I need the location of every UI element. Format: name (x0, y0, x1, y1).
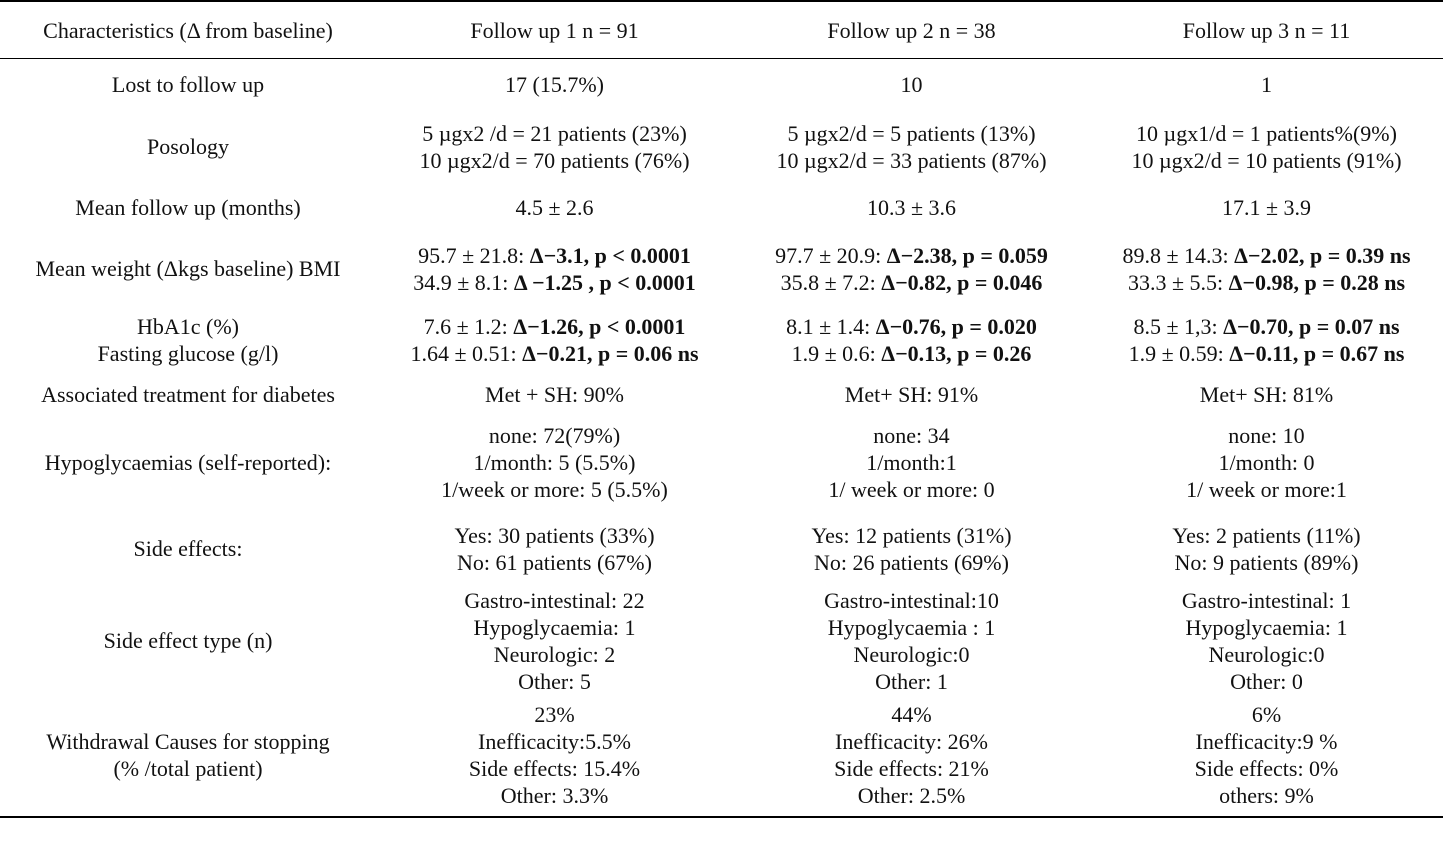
cell-follow-up-1 (376, 587, 733, 695)
row-label-line: Withdrawal Causes for stopping (46, 729, 330, 754)
row-label (0, 183, 376, 233)
header-characteristics: Characteristics (Δ from baseline) (0, 1, 376, 59)
cell-line (376, 587, 733, 614)
cell-line (1090, 755, 1443, 782)
cell-line (733, 587, 1090, 614)
cell-value: No: 9 patients (89%) (1174, 549, 1359, 575)
cell-stat: Δ−0.82, p = 0.046 (881, 269, 1043, 295)
row-label (0, 375, 376, 415)
cell-follow-up-1 (376, 111, 733, 183)
cell-follow-up-2 (733, 415, 1090, 511)
cell-stat: Δ−0.11, p = 0.67 ns (1229, 340, 1405, 366)
cell-line (1090, 522, 1443, 549)
cell-value: 23% (534, 702, 575, 727)
cell-stat: Δ−0.76, p = 0.020 (875, 313, 1037, 339)
cell-value: Inefficacity: 26% (835, 729, 988, 754)
row-label-line: Side effect type (n) (103, 628, 273, 653)
cell-follow-up-1 (376, 511, 733, 587)
cell-value: Side effects: 21% (834, 756, 989, 781)
header-follow-up-2: Follow up 2 n = 38 (733, 1, 1090, 59)
cell-value: 10 µgx2/d = 70 patients (76%) (419, 147, 690, 173)
cell-line (1090, 587, 1443, 614)
row-label-line: Fasting glucose (g/l) (97, 340, 279, 366)
cell-line (1090, 381, 1443, 408)
cell-line (376, 476, 733, 503)
cell-value: 44% (891, 702, 932, 727)
cell-line (733, 522, 1090, 549)
cell-value: 1.64 ± 0.51: (410, 340, 523, 366)
cell-value: 7.6 ± 1.2: (423, 313, 514, 339)
cell-value: 1.9 ± 0.6: (791, 340, 882, 366)
cell-line (733, 728, 1090, 755)
cell-value: 5 µgx2 /d = 21 patients (23%) (422, 120, 687, 146)
cell-line (376, 449, 733, 476)
cell-line (376, 614, 733, 641)
cell-stat: Δ−1.26, p < 0.0001 (513, 313, 686, 339)
cell-follow-up-3 (1090, 183, 1443, 233)
cell-follow-up-2 (733, 695, 1090, 817)
cell-line (733, 782, 1090, 809)
cell-follow-up-1 (376, 183, 733, 233)
cell-value: 17 (15.7%) (505, 72, 604, 98)
cell-value: Other: 2.5% (857, 783, 966, 808)
cell-value: none: 72(79%) (488, 423, 621, 448)
cell-follow-up-2 (733, 587, 1090, 695)
cell-value: 1.9 ± 0.59: (1128, 340, 1230, 366)
row-label-line: Lost to follow up (111, 72, 265, 98)
cell-line (1090, 614, 1443, 641)
cell-follow-up-1 (376, 305, 733, 375)
cell-value: 1/month: 5 (5.5%) (473, 450, 636, 475)
cell-line (376, 71, 733, 98)
row-label-line: (% /total patient) (113, 756, 263, 781)
cell-line (376, 340, 733, 367)
cell-line (733, 120, 1090, 147)
cell-value: 1/month:1 (866, 450, 957, 475)
table-row-withdrawal-causes (0, 695, 1443, 817)
header-follow-up-1: Follow up 1 n = 91 (376, 1, 733, 59)
cell-line (733, 269, 1090, 296)
cell-line (1090, 641, 1443, 668)
row-label (0, 233, 376, 305)
cell-value: 1/month: 0 (1218, 450, 1315, 475)
cell-follow-up-2 (733, 183, 1090, 233)
row-label-line: Mean follow up (months) (75, 195, 301, 220)
cell-value: Other: 0 (1230, 668, 1303, 694)
cell-follow-up-1 (376, 415, 733, 511)
row-label-line: Hypoglycaemias (self-reported): (44, 450, 332, 475)
cell-stat: Δ−2.02, p = 0.39 ns (1234, 242, 1411, 268)
cell-line (1090, 728, 1443, 755)
cell-follow-up-2 (733, 375, 1090, 415)
cell-line (733, 242, 1090, 269)
cell-follow-up-3 (1090, 375, 1443, 415)
cell-line (733, 641, 1090, 668)
cell-follow-up-2 (733, 305, 1090, 375)
cell-value: Neurologic:0 (1208, 641, 1325, 667)
cell-stat: Δ−0.98, p = 0.28 ns (1228, 269, 1406, 295)
cell-value: none: 10 (1228, 423, 1305, 448)
row-label-line: Associated treatment for diabetes (41, 382, 335, 407)
table-row-mean-weight-bmi (0, 233, 1443, 305)
cell-follow-up-1 (376, 375, 733, 415)
row-label (0, 511, 376, 587)
cell-line (1090, 120, 1443, 147)
cell-line (376, 194, 733, 221)
cell-value: Hypoglycaemia : 1 (827, 614, 996, 640)
cell-value: Side effects: 0% (1194, 756, 1339, 781)
cell-line (376, 549, 733, 576)
cell-line (376, 701, 733, 728)
cell-stat: Δ−0.70, p = 0.07 ns (1223, 313, 1400, 339)
cell-line (1090, 449, 1443, 476)
table-row-lost-to-follow-up (0, 59, 1443, 111)
table-row-side-effect-type (0, 587, 1443, 695)
cell-follow-up-3 (1090, 511, 1443, 587)
table-row-side-effects (0, 511, 1443, 587)
cell-stat: Δ−2.38, p = 0.059 (886, 242, 1048, 268)
cell-line (733, 71, 1090, 98)
cell-line (376, 313, 733, 340)
cell-value: 34.9 ± 8.1: (413, 269, 514, 295)
row-label (0, 695, 376, 817)
cell-value: Other: 1 (875, 668, 948, 694)
cell-value: none: 34 (873, 423, 950, 448)
cell-value: No: 61 patients (67%) (457, 549, 652, 575)
cell-line (376, 422, 733, 449)
cell-follow-up-3 (1090, 305, 1443, 375)
cell-value: 1/ week or more: 0 (828, 477, 995, 502)
cell-value: Met + SH: 90% (485, 382, 624, 407)
cell-value: 6% (1251, 702, 1282, 727)
cell-follow-up-1 (376, 233, 733, 305)
table-row-hypoglycaemias (0, 415, 1443, 511)
cell-line (376, 381, 733, 408)
cell-value: 33.3 ± 5.5: (1127, 269, 1229, 295)
cell-line (1090, 269, 1443, 296)
cell-line (733, 614, 1090, 641)
cell-value: Other: 5 (518, 668, 591, 694)
cell-value: Met+ SH: 91% (844, 382, 979, 407)
cell-value: 97.7 ± 20.9: (775, 242, 887, 268)
cell-value: Inefficacity:5.5% (478, 729, 631, 754)
cell-value: others: 9% (1219, 783, 1314, 808)
cell-value: 10 (900, 72, 923, 98)
cell-value: Gastro-intestinal: 22 (464, 587, 645, 613)
cell-value: 1 (1261, 72, 1272, 98)
cell-line (376, 269, 733, 296)
cell-value: 17.1 ± 3.9 (1221, 195, 1312, 220)
cell-value: Gastro-intestinal:10 (824, 587, 999, 613)
cell-follow-up-3 (1090, 111, 1443, 183)
cell-line (733, 449, 1090, 476)
row-label (0, 59, 376, 111)
cell-stat: Δ −1.25 , p < 0.0001 (513, 269, 696, 295)
cell-follow-up-3 (1090, 415, 1443, 511)
cell-value: 10 µgx1/d = 1 patients%(9%) (1136, 120, 1397, 146)
cell-line (376, 641, 733, 668)
cell-line (733, 194, 1090, 221)
cell-stat: Δ−0.13, p = 0.26 (881, 340, 1032, 366)
cell-value: Yes: 12 patients (31%) (811, 522, 1012, 548)
header-follow-up-3: Follow up 3 n = 11 (1090, 1, 1443, 59)
cell-value: Gastro-intestinal: 1 (1181, 587, 1352, 613)
cell-line (376, 668, 733, 695)
cell-value: 35.8 ± 7.2: (780, 269, 882, 295)
cell-line (733, 313, 1090, 340)
cell-value: 5 µgx2/d = 5 patients (13%) (787, 120, 1036, 146)
cell-follow-up-3 (1090, 59, 1443, 111)
cell-follow-up-3 (1090, 587, 1443, 695)
cell-line (1090, 701, 1443, 728)
cell-line (1090, 242, 1443, 269)
cell-value: Yes: 30 patients (33%) (454, 522, 655, 548)
cell-line (1090, 549, 1443, 576)
cell-stat: Δ−0.21, p = 0.06 ns (522, 340, 699, 366)
cell-value: 8.1 ± 1.4: (786, 313, 876, 339)
cell-line (733, 476, 1090, 503)
cell-line (1090, 340, 1443, 367)
cell-line (733, 668, 1090, 695)
cell-line (733, 701, 1090, 728)
cell-line (1090, 782, 1443, 809)
cell-value: 95.7 ± 21.8: (418, 242, 530, 268)
cell-value: Yes: 2 patients (11%) (1172, 522, 1361, 548)
table-body (0, 59, 1443, 817)
table-row-hba1c-fasting-glucose (0, 305, 1443, 375)
cell-value: 10 µgx2/d = 33 patients (87%) (776, 147, 1047, 173)
cell-follow-up-2 (733, 233, 1090, 305)
cell-line (733, 422, 1090, 449)
cell-value: Inefficacity:9 % (1195, 729, 1338, 754)
cell-line (1090, 313, 1443, 340)
cell-line (1090, 668, 1443, 695)
row-label-line: Side effects: (133, 536, 243, 561)
cell-value: Neurologic:0 (853, 641, 970, 667)
cell-value: Met+ SH: 81% (1199, 382, 1334, 407)
cell-value: 1/ week or more:1 (1186, 477, 1347, 502)
cell-value: 10.3 ± 3.6 (866, 195, 957, 220)
cell-value: 8.5 ± 1,3: (1133, 313, 1224, 339)
cell-value: Side effects: 15.4% (468, 756, 641, 781)
cell-line (376, 147, 733, 174)
cell-value: Neurologic: 2 (493, 641, 616, 667)
cell-line (1090, 476, 1443, 503)
cell-line (376, 242, 733, 269)
cell-follow-up-3 (1090, 233, 1443, 305)
table-row-mean-follow-up (0, 183, 1443, 233)
cell-follow-up-1 (376, 695, 733, 817)
cell-line (733, 549, 1090, 576)
cell-value: 4.5 ± 2.6 (515, 195, 594, 220)
cell-value: 1/week or more: 5 (5.5%) (441, 477, 668, 502)
table-row-associated-treatment (0, 375, 1443, 415)
cell-value: Other: 3.3% (500, 783, 609, 808)
cell-line (733, 755, 1090, 782)
row-label (0, 305, 376, 375)
cell-line (733, 147, 1090, 174)
cell-stat: Δ−3.1, p < 0.0001 (529, 242, 691, 268)
cell-line (376, 120, 733, 147)
cell-value: 89.8 ± 14.3: (1122, 242, 1235, 268)
row-label-line: Posology (147, 134, 229, 159)
cell-value: No: 26 patients (69%) (814, 549, 1009, 575)
cell-line (1090, 194, 1443, 221)
cell-line (376, 728, 733, 755)
cell-line (376, 522, 733, 549)
cell-value: Hypoglycaemia: 1 (1185, 614, 1348, 640)
cell-line (1090, 71, 1443, 98)
cell-line (733, 381, 1090, 408)
cell-line (376, 782, 733, 809)
cell-line (376, 755, 733, 782)
row-label (0, 111, 376, 183)
cell-line (733, 340, 1090, 367)
header-row (0, 1, 1443, 59)
row-label (0, 415, 376, 511)
cell-follow-up-3 (1090, 695, 1443, 817)
cell-line (1090, 147, 1443, 174)
row-label-line: HbA1c (%) (136, 313, 240, 339)
cell-follow-up-2 (733, 111, 1090, 183)
cell-line (1090, 422, 1443, 449)
cell-value: 10 µgx2/d = 10 patients (91%) (1131, 147, 1402, 173)
cell-follow-up-2 (733, 59, 1090, 111)
cell-follow-up-1 (376, 59, 733, 111)
table-row-posology (0, 111, 1443, 183)
cell-value: Hypoglycaemia: 1 (473, 614, 636, 640)
cell-follow-up-2 (733, 511, 1090, 587)
row-label (0, 587, 376, 695)
row-label-line: Mean weight (Δkgs baseline) BMI (35, 256, 341, 281)
